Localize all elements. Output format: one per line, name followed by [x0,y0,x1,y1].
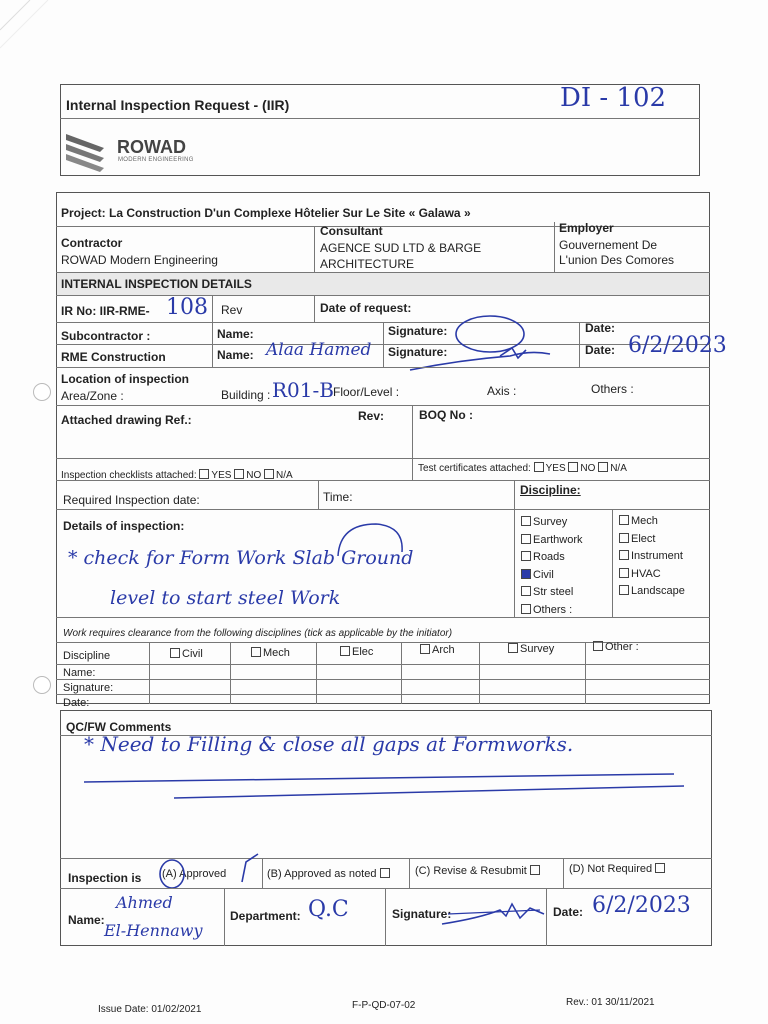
test-cert-no-checkbox[interactable] [568,462,578,472]
footer-form-code: F-P-QD-07-02 [352,1000,416,1011]
drawing-rev-label: Rev: [358,409,385,423]
approved-circle-mark [150,852,260,892]
discipline-list-left [521,514,583,620]
ir-no-label: IR No: IIR-RME- [61,304,150,318]
boq-no-label: BOQ No : [419,408,473,422]
discipline-mech[interactable]: Mech [619,513,685,531]
inspection-is-label: Inspection is [68,871,142,885]
consultant-label: Consultant [320,224,383,238]
inspector-name-handwritten-2: El-Hennawy [104,921,203,940]
rowad-logo-icon [64,132,110,174]
clearance-col-civil[interactable]: Civil [170,648,203,660]
qc-signature-scribble [440,896,550,932]
corner-fold-mark [0,0,60,70]
discipline-str-steel[interactable]: Str steel [521,584,583,602]
clearance-row-signature: Signature: [63,682,114,694]
discipline-earthwork[interactable]: Earthwork [521,532,583,550]
discipline-list-right [619,513,685,601]
others-label: Others : [591,382,634,396]
checklists-attached: Inspection checklists attached: YES NO N/A [61,470,293,481]
discipline-roads[interactable]: Roads [521,549,583,567]
checkbox[interactable] [521,586,531,596]
date-of-request-label: Date of request: [320,301,412,315]
option-approved[interactable]: (A) Approved [162,868,227,880]
clearance-col-elec[interactable]: Elec [340,646,373,658]
test-cert-na-checkbox[interactable] [598,462,608,472]
checkbox[interactable] [521,534,531,544]
subcontractor-signature-label: Signature: [388,324,448,338]
project-label: Project: La Construction D'un Complexe Hôtelier Sur Le Site « Galawa » [61,206,471,220]
department-handwritten: Q.C [308,897,349,922]
qc-date-label: Date: [553,905,584,919]
rme-construction-label: RME Construction [61,350,166,364]
subcontractor-name-label: Name: [217,327,254,341]
contractor-label: Contractor [61,236,123,250]
department-label: Department: [230,909,301,923]
checkbox[interactable] [521,604,531,614]
floor-level-label: Floor/Level : [333,385,400,399]
checklist-yes-checkbox[interactable] [199,469,209,479]
consultant-value-1: AGENCE SUD LTD & BARGE [320,241,482,255]
section-title-inspection-details: INTERNAL INSPECTION DETAILS [61,277,252,291]
logo-subtitle: MODERN ENGINEERING [118,157,194,163]
checkbox[interactable] [619,585,629,595]
clearance-col-arch[interactable]: Arch [420,644,455,656]
subcontractor-date-label: Date: [585,321,616,335]
checklist-no-checkbox[interactable] [234,469,244,479]
contractor-value: ROWAD Modern Engineering [61,253,218,267]
details-of-inspection-label: Details of inspection: [63,519,185,533]
option-revise-resubmit[interactable]: (C) Revise & Resubmit [415,865,542,877]
checkbox[interactable] [521,516,531,526]
clearance-col-mech[interactable]: Mech [251,647,290,659]
required-date-label: Required Inspection date: [63,493,200,507]
qc-comment-underline-strokes [84,760,694,810]
time-label: Time: [323,490,353,504]
consultant-value-2: ARCHITECTURE [320,257,415,271]
form-title: Internal Inspection Request - (IIR) [66,97,290,113]
rev-label: Rev [221,303,243,317]
qc-signature-label: Signature: [392,907,452,921]
discipline-label: Discipline: [520,483,581,497]
discipline-survey[interactable]: Survey [521,514,583,532]
details-circle-mark [330,518,410,562]
drawing-ref-label: Attached drawing Ref.: [61,413,192,427]
option-approved-as-noted[interactable]: (B) Approved as noted [267,868,392,880]
qc-date-handwritten: 6/2/2023 [592,893,691,918]
employer-label: Employer [559,221,614,235]
employer-value-1: Gouvernement De [559,238,658,252]
checkbox[interactable] [619,550,629,560]
discipline-landscape[interactable]: Landscape [619,583,685,601]
details-handwritten-line-1: * check for Form Work Slab Ground [68,547,414,569]
logo-name: ROWAD [117,137,186,157]
checklist-na-checkbox[interactable] [264,469,274,479]
clearance-col-other[interactable]: Other : [593,641,639,653]
rme-date-handwritten: 6/2/2023 [628,333,727,358]
clearance-row-date: Date: [63,697,90,709]
clearance-title: Work requires clearance from the following disciplines (tick as applicable by the initiator) [63,628,453,639]
test-cert-yes-checkbox[interactable] [534,462,544,472]
punch-hole-bottom [33,676,51,694]
footer-rev: Rev.: 01 30/11/2021 [566,997,655,1008]
clearance-row-name: Name: [63,667,96,679]
option-not-required[interactable]: (D) Not Required [569,863,667,875]
building-label: Building : [221,388,271,402]
inspector-name-handwritten-1: Ahmed [116,893,173,912]
ir-no-handwritten: 108 [166,295,208,320]
clearance-row-discipline: Discipline [63,650,111,662]
checkbox[interactable] [521,551,531,561]
rme-name-handwritten: Alaa Hamed [266,340,372,360]
clearance-col-survey[interactable]: Survey [508,643,554,655]
subcontractor-label: Subcontractor : [61,329,151,343]
handwritten-reference: DI - 102 [560,83,667,113]
axis-label: Axis : [487,384,517,398]
signature-scribble [400,310,560,374]
rme-signature-label: Signature: [388,345,448,359]
punch-hole-top [33,383,51,401]
checkbox[interactable] [619,568,629,578]
rme-date-label: Date: [585,343,616,357]
rme-name-label: Name: [217,348,254,362]
checkbox[interactable] [619,515,629,525]
checkbox[interactable] [619,533,629,543]
discipline-instrument[interactable]: Instrument [619,548,685,566]
discipline-others[interactable]: Others : [521,602,583,620]
checkbox-checked[interactable] [521,569,531,579]
discipline-civil[interactable]: Civil [521,567,583,585]
discipline-elect[interactable]: Elect [619,531,685,549]
employer-value-2: L'union Des Comores [559,253,675,267]
test-certificates-attached: Test certificates attached: YES NO N/A [418,463,627,474]
details-handwritten-line-2: level to start steel Work [110,587,341,609]
building-handwritten: R01-B [272,378,334,402]
discipline-hvac[interactable]: HVAC [619,566,685,584]
footer-issue-date: Issue Date: 01/02/2021 [98,1004,202,1015]
area-zone-label: Area/Zone : [61,389,124,403]
inspector-name-label: Name: [68,913,105,927]
qc-comment-handwritten: * Need to Filling & close all gaps at Formworks. [84,732,574,756]
location-label: Location of inspection [61,372,189,386]
qc-comments-title: QC/FW Comments [66,720,172,734]
